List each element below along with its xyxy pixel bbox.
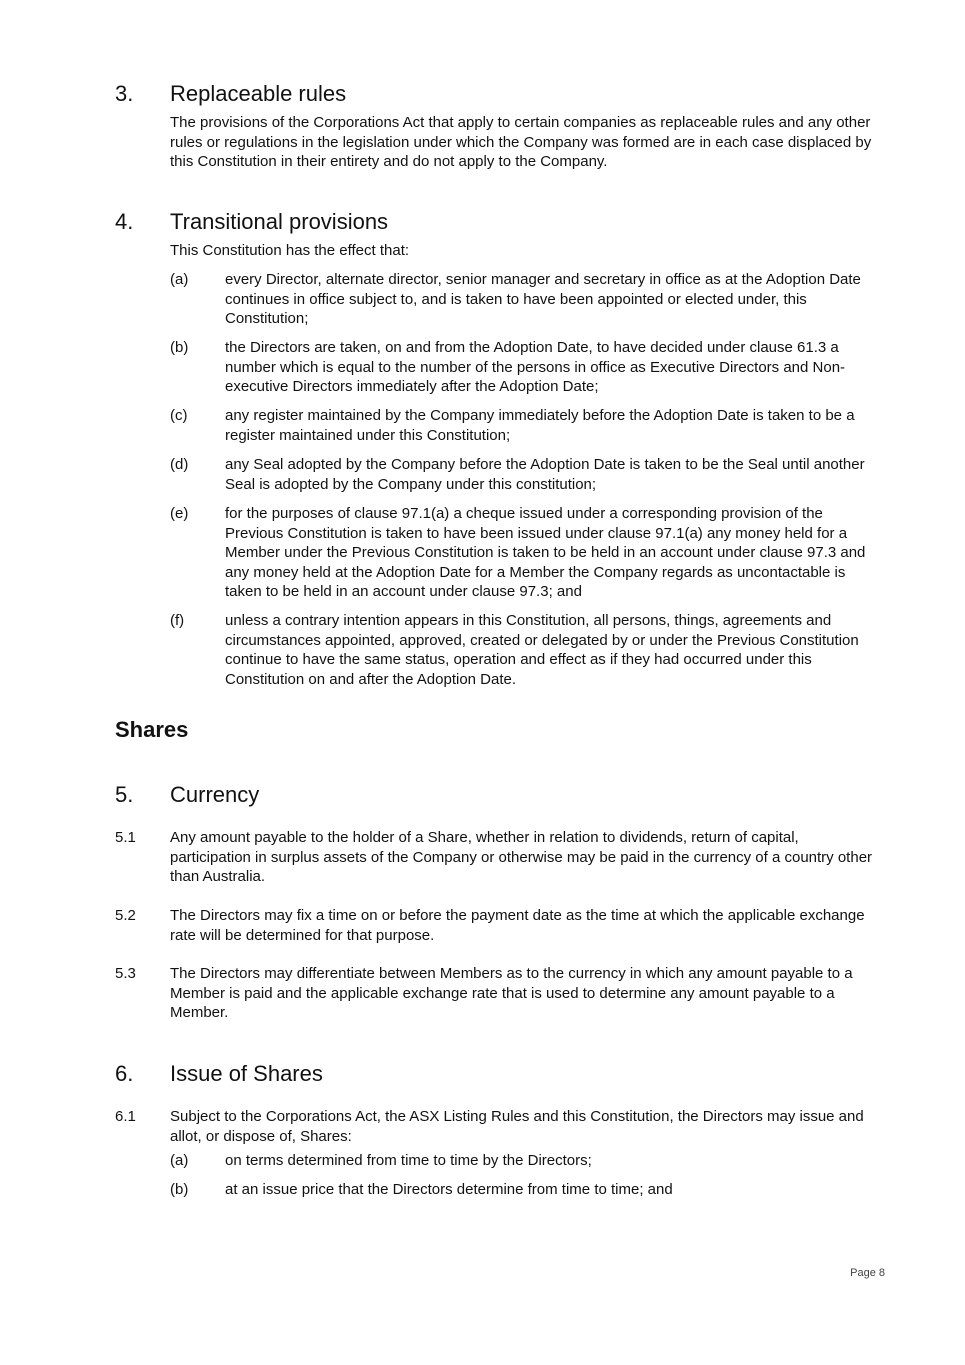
section-4-intro: This Constitution has the effect that: [170,242,410,259]
section-4-heading [115,209,388,235]
list-item-text: any register maintained by the Company immediately before the Adoption Date is taken to be a register maintained under this Constitution; [225,407,855,444]
list-item-label: (f) [170,612,185,629]
list-item-text: the Directors are taken, on and from the Adoption Date, to have decided under clause 61.3 a number which is equal to the number of the persons in office as Executive Directors and Non-executive Directors immediately after the Adoption Date; [225,339,846,395]
list-item-text: at an issue price that the Directors determine from time to time; and [225,1181,673,1198]
clause-text: The Directors may fix a time on or before the payment date as the time at which the applicable exchange rate will be determined for that purpose. [170,907,865,944]
section-5-heading [115,782,259,808]
section-3-number: 3. [115,81,134,106]
list-item-label: (a) [170,1152,189,1169]
list-item [170,504,880,602]
shares-part-title: Shares [115,717,189,742]
list-item-label: (b) [170,1181,189,1198]
section-6-heading [115,1061,323,1087]
clause-row [115,828,880,887]
section-6-title: Issue of Shares [170,1061,323,1086]
list-item-text: on terms determined from time to time by the Directors; [225,1152,592,1169]
list-item [170,270,880,329]
list-item [170,338,880,397]
section-3-body: The provisions of the Corporations Act that apply to certain companies as replaceable rules and any other rules or regulations in the legislation under which the Company was formed are in each case displaced by this Constitution in their entirety and do not apply to the Company. [170,114,872,170]
section-4-title: Transitional provisions [170,209,389,234]
list-item [170,455,880,494]
section-4-number: 4. [115,209,134,234]
list-item-label: (a) [170,271,189,288]
clause-label: 5.2 [115,907,136,924]
list-item-label: (b) [170,339,189,356]
list-item-text: every Director, alternate director, senior manager and secretary in office as at the Adoption Date continues in office subject to, and is taken to have been appointed or elected under, this Constitution; [225,271,861,327]
clause-text: The Directors may differentiate between Members as to the currency in which any amount payable to a Member is paid and the applicable exchange rate that is used to determine any amount payable to a Member. [170,965,853,1021]
section-3-title: Replaceable rules [170,81,347,106]
clause-row [115,1107,880,1146]
section-6-number: 6. [115,1061,134,1086]
clause-label: 6.1 [115,1108,136,1125]
list-item-text: for the purposes of clause 97.1(a) a cheque issued under a corresponding provision of the Previous Constitution is taken to have been issued under clause 97.1(a) any money held for a Member under the Previous Constitution is taken to be held in an account under clause 97.3 and any money held at the Adoption Date for a Member the Company regards as uncontactable is taken to be held in an account under clause 97.3; and [225,505,866,600]
list-item-label: (d) [170,456,189,473]
page-number: Page 8 [850,1267,885,1279]
list-item [170,1151,880,1171]
clause-text: Any amount payable to the holder of a Share, whether in relation to dividends, return of capital, participation in surplus assets of the Company or otherwise may be paid in the currency of a country other than Australia. [170,829,873,885]
list-item [170,406,880,445]
clause-label: 5.1 [115,829,136,846]
clause-row [115,906,880,945]
list-item [170,1180,880,1200]
section-3-heading [115,81,346,107]
clause-row [115,964,880,1023]
list-item-label: (e) [170,505,189,522]
section-5-title: Currency [170,782,260,807]
clause-label: 5.3 [115,965,136,982]
list-item-text: unless a contrary intention appears in this Constitution, all persons, things, agreements and circumstances appointed, approved, created or delegated by or under the Previous Constitution continue to have the same status, operation and effect as if they had occurred under this Constitution on and after the Adoption Date. [225,612,859,688]
list-item-label: (c) [170,407,188,424]
section-5-number: 5. [115,782,134,807]
list-item-text: any Seal adopted by the Company before the Adoption Date is taken to be the Seal until another Seal is adopted by the Company under this constitution; [225,456,865,493]
list-item [170,611,880,689]
clause-text: Subject to the Corporations Act, the ASX Listing Rules and this Constitution, the Directors may issue and allot, or dispose of, Shares: [170,1108,864,1145]
